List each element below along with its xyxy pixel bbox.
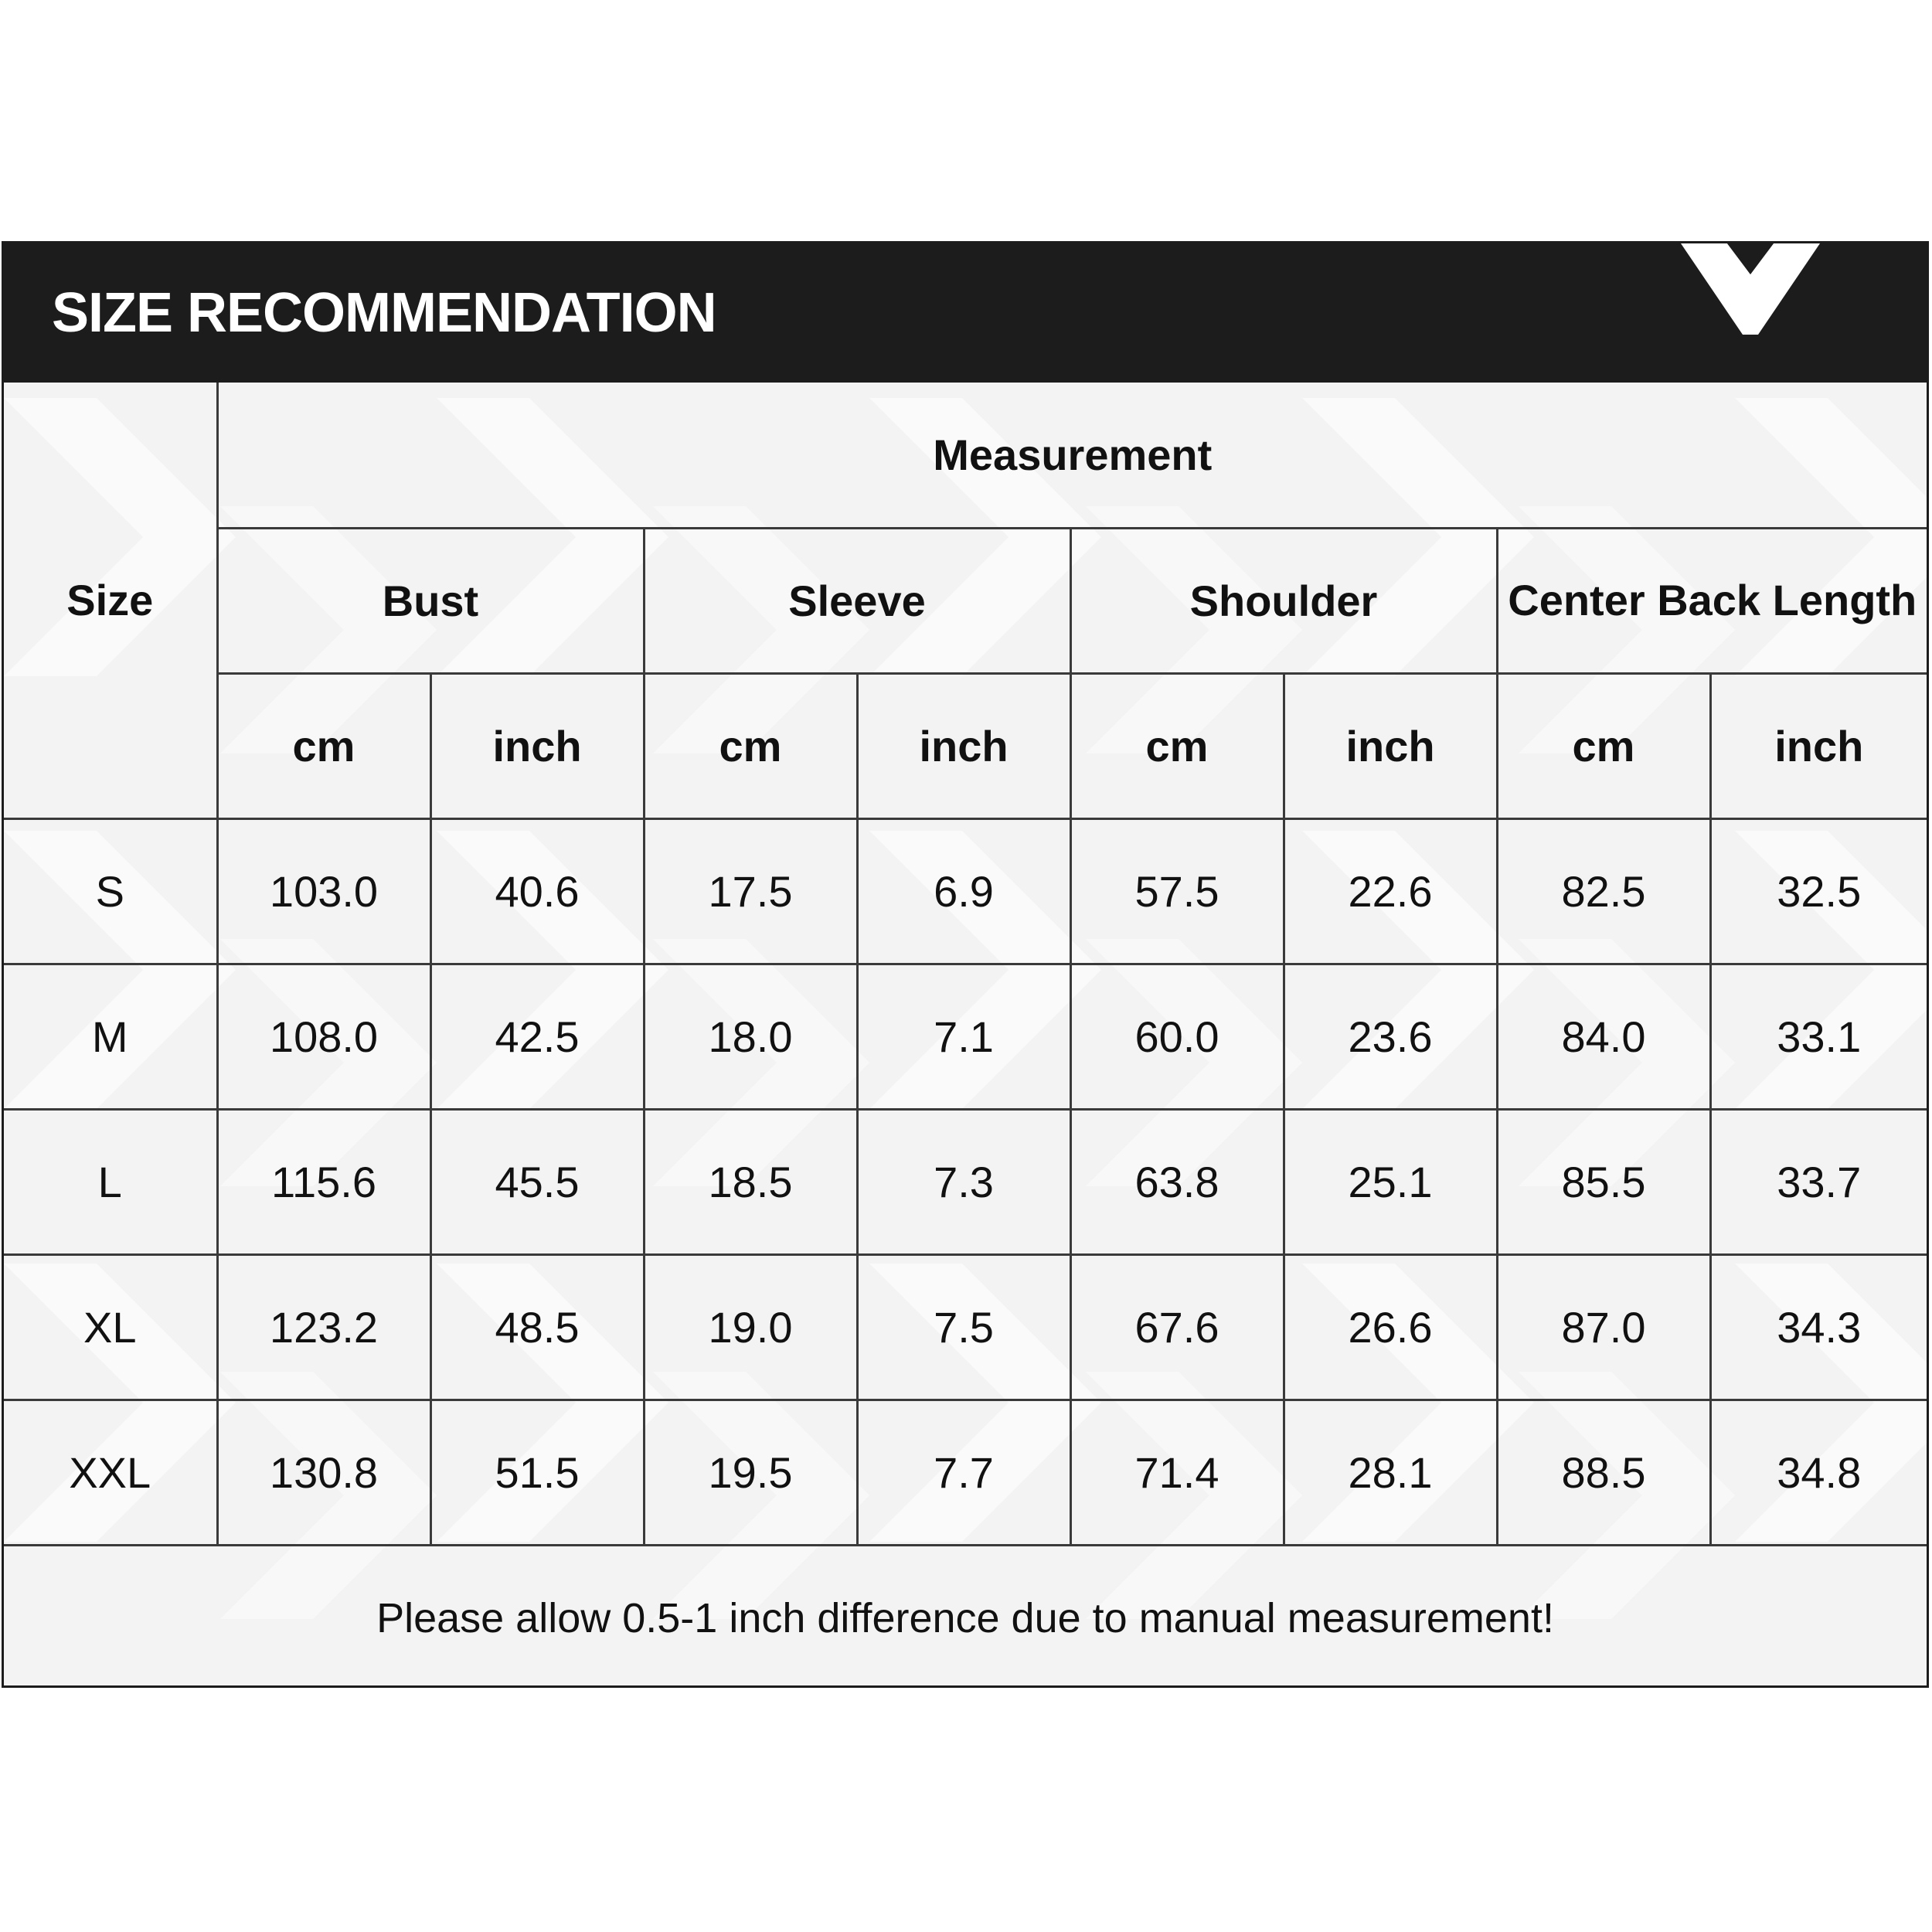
size-cell: S (4, 818, 217, 964)
size-cell: XXL (4, 1400, 217, 1545)
table-row (4, 1400, 1927, 1545)
header-row-units (4, 673, 1927, 818)
value-cell: 115.6 (217, 1109, 430, 1254)
value-cell: 26.6 (1284, 1254, 1497, 1400)
value-cell: 40.6 (430, 818, 644, 964)
value-cell: 33.1 (1710, 964, 1927, 1109)
header-row-measurement (4, 383, 1927, 528)
value-cell: 85.5 (1497, 1109, 1710, 1254)
value-cell: 88.5 (1497, 1400, 1710, 1545)
size-chart (2, 241, 1929, 1688)
value-cell: 32.5 (1710, 818, 1927, 964)
value-cell: 87.0 (1497, 1254, 1710, 1400)
table-row (4, 964, 1927, 1109)
value-cell: 63.8 (1070, 1109, 1284, 1254)
value-cell: 19.5 (644, 1400, 857, 1545)
unit-header: cm (644, 673, 857, 818)
value-cell: 57.5 (1070, 818, 1284, 964)
value-cell: 34.8 (1710, 1400, 1927, 1545)
value-cell: 25.1 (1284, 1109, 1497, 1254)
value-cell: 34.3 (1710, 1254, 1927, 1400)
value-cell: 67.6 (1070, 1254, 1284, 1400)
measurement-header: Measurement (217, 383, 1927, 528)
value-cell: 7.1 (857, 964, 1070, 1109)
unit-header: inch (857, 673, 1070, 818)
header-row-groups (4, 528, 1927, 673)
value-cell: 22.6 (1284, 818, 1497, 964)
value-cell: 18.0 (644, 964, 857, 1109)
value-cell: 60.0 (1070, 964, 1284, 1109)
value-cell: 108.0 (217, 964, 430, 1109)
size-column-header: Size (4, 383, 217, 818)
measurement-note: Please allow 0.5-1 inch difference due to manual measurement! (4, 1545, 1927, 1688)
value-cell: 130.8 (217, 1400, 430, 1545)
value-cell: 42.5 (430, 964, 644, 1109)
chart-title: SIZE RECOMMENDATION (52, 282, 716, 344)
group-header-shoulder: Shoulder (1070, 528, 1497, 673)
unit-header: cm (1497, 673, 1710, 818)
unit-header: cm (217, 673, 430, 818)
value-cell: 7.5 (857, 1254, 1070, 1400)
value-cell: 28.1 (1284, 1400, 1497, 1545)
value-cell: 82.5 (1497, 818, 1710, 964)
group-header-bust: Bust (217, 528, 644, 673)
unit-header: inch (1284, 673, 1497, 818)
size-cell: M (4, 964, 217, 1109)
value-cell: 7.3 (857, 1109, 1070, 1254)
value-cell: 51.5 (430, 1400, 644, 1545)
value-cell: 7.7 (857, 1400, 1070, 1545)
value-cell: 33.7 (1710, 1109, 1927, 1254)
value-cell: 103.0 (217, 818, 430, 964)
value-cell: 17.5 (644, 818, 857, 964)
table-area (4, 383, 1927, 1685)
value-cell: 84.0 (1497, 964, 1710, 1109)
group-header-center-back-length: Center Back Length (1497, 528, 1927, 673)
size-cell: L (4, 1109, 217, 1254)
value-cell: 45.5 (430, 1109, 644, 1254)
unit-header: inch (1710, 673, 1927, 818)
value-cell: 123.2 (217, 1254, 430, 1400)
value-cell: 23.6 (1284, 964, 1497, 1109)
value-cell: 48.5 (430, 1254, 644, 1400)
note-row (4, 1545, 1927, 1688)
value-cell: 71.4 (1070, 1400, 1284, 1545)
value-cell: 6.9 (857, 818, 1070, 964)
unit-header: inch (430, 673, 644, 818)
header-banner (4, 243, 1927, 383)
value-cell: 18.5 (644, 1109, 857, 1254)
table-row (4, 1109, 1927, 1254)
table-row (4, 1254, 1927, 1400)
value-cell: 19.0 (644, 1254, 857, 1400)
table-row (4, 818, 1927, 964)
size-cell: XL (4, 1254, 217, 1400)
size-table (4, 383, 1927, 1688)
chevron-down-icon (1681, 243, 1820, 344)
group-header-sleeve: Sleeve (644, 528, 1070, 673)
unit-header: cm (1070, 673, 1284, 818)
